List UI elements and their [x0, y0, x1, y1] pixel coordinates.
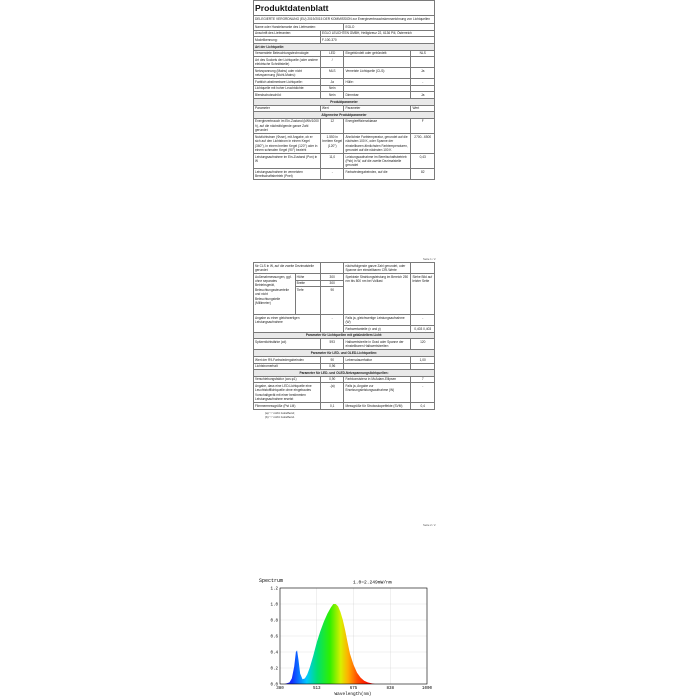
mains-label: Netzspannung (Mains) oder nicht netzspannung (Nicht-Mains):: [254, 68, 321, 79]
stroboscopic-label: Messgröße für Stroboskopeffekte (SVM): [344, 403, 411, 410]
cri-label: Farbwiedergabeindex, auf die: [344, 169, 411, 180]
equivalent-value: -: [320, 315, 344, 333]
spectral-label: Spektrale Strahlungsleistung im Bereich 250 nm bis 800 nm bei Volllast: [344, 274, 411, 315]
colour-tunable-label: Farblich abstimmbare Lichtquelle:: [254, 79, 321, 86]
glare-label: Lichtquelle mit hoher Leuchtdichte:: [254, 85, 321, 92]
envelope-label: Hülle:: [344, 79, 411, 86]
chart-annotation: 1.0=2.249mW/nm: [353, 580, 392, 586]
chromaticity-label: Farbwertanteile (x und y): [344, 326, 411, 333]
pon-label: Leistungsaufnahme im Ein-Zustand (Pon) in W: [254, 153, 321, 168]
y-tick-label: 0.2: [270, 667, 278, 672]
width-value: 300: [320, 280, 344, 287]
regulation-intro: DELEGIERTE VERORDNUNG (EU) 2019/2015 DER KOMMISSION zur Energieverbrauchskennzeichnung von Lichtquellen: [254, 16, 435, 24]
psb-value: 0,43: [411, 153, 435, 168]
x-tick-label: 675: [349, 687, 358, 691]
section-light-source: Art der Lichtquelle:: [254, 43, 435, 50]
y-tick-label: 0.6: [270, 635, 278, 640]
y-tick-label: 0.8: [270, 619, 278, 624]
pnet-value: -: [320, 169, 344, 180]
displacement-factor-label: Verschiebungsfaktor (cos φ1): [254, 376, 321, 383]
footnote-a: (a) "-" nicht zutreffend;: [265, 410, 295, 415]
col-header-value: Wert: [320, 105, 344, 112]
chromaticity-value: 0,403 0,403: [411, 326, 435, 333]
datasheet-table-2: [253, 262, 435, 410]
col-header-value-2: Wert: [411, 105, 435, 112]
col-header-param: Parameter: [254, 105, 321, 112]
depth-label: Tiefe: [295, 287, 320, 315]
replacement-claim-value: -(a): [320, 383, 344, 403]
page-number-2: Seite 2 / 2: [423, 523, 436, 527]
dimmable-label: Dimmbar:: [344, 92, 411, 99]
height-label: Höhe: [295, 274, 320, 281]
chart-title: Spectrum: [259, 578, 284, 584]
flux-label: Nutzlichtstrom (Φuse), mit Angabe, ob er sich auf den Lichtstrom in einem Kegel (360°), in einem breiten Kegel (120°) oder in einem schmalen Kegel (90°) bezieht: [254, 134, 321, 154]
energy-label: Energieverbrauch im Ein-Zustand (kWh/1000 h), auf die nächstfolgende ganze Zahl gerundet: [255, 119, 319, 133]
section-led: Parameter für LED- und OLED-Lichtquellen:: [254, 350, 435, 357]
replacement-power-label: Falls ja, Angabe zur Ersetzungsleistungsaufnahme (W): [344, 383, 411, 403]
focused-value: NLS: [411, 50, 435, 57]
cct-value: 2700...6500: [411, 134, 435, 154]
address-label: Anschrift des Lieferanten:: [254, 30, 321, 37]
peak-intensity-label: Spitzenlichtstärke (cd): [254, 339, 321, 350]
tech-label: Verwendete Beleuchtungstechnologie:: [254, 50, 321, 57]
tech-value: LED: [320, 50, 344, 57]
supplier-value: EGLO: [344, 24, 435, 31]
x-tick-label: 513: [312, 687, 321, 691]
datasheet-page-1: [253, 0, 435, 258]
displacement-factor-value: 0,90: [320, 376, 344, 383]
col-header-param-2: Parameter: [344, 105, 411, 112]
pon-value: 11,0: [320, 153, 344, 168]
cri-value: 82: [411, 169, 435, 180]
mains-value: MLS: [320, 68, 344, 79]
flicker-label: Flimmermessgröße (Pst LM): [254, 403, 321, 410]
replacement-claim-label: Angabe, dass eine LED-Lichtquelle eine Leuchtstofflichtquelle ohne eingebautes Vorschaltgerät mit einer bestimmten Leistungsaufnahme ersetzt: [254, 383, 321, 403]
x-axis-label: Wavelength(nm): [334, 692, 372, 696]
glare-value: Nein: [320, 85, 344, 92]
depth-value: 90: [320, 287, 344, 315]
datasheet-table-1: [253, 0, 435, 180]
shield-label: Blendschutzschild:: [254, 92, 321, 99]
equivalent-power-value: -: [411, 315, 435, 326]
x-tick-label: 380: [276, 687, 284, 691]
section-product-params: Produktparameter: [254, 98, 435, 105]
y-tick-label: 0.0: [270, 683, 278, 688]
pnet-continued: für CLS in W, auf die zweite Dezimalstelle gerundet: [254, 263, 321, 274]
lumen-maintenance-value: 0,96: [320, 363, 344, 370]
beam-angle-label: Halbwertsbreite in Grad oder Spanne der einstellbaren Halbwertsbreiten: [344, 339, 411, 350]
model-value: F-100-370: [320, 37, 434, 44]
survival-label: Lebensdauerfaktor: [344, 356, 411, 363]
x-tick-label: 1000: [421, 687, 433, 691]
class-value: F: [411, 118, 435, 133]
height-value: 300: [320, 274, 344, 281]
x-tick-label: 838: [386, 687, 395, 691]
survival-value: 1,00: [411, 356, 435, 363]
r9-value: 90: [320, 356, 344, 363]
peak-intensity-value: 593: [320, 339, 344, 350]
lumen-maintenance-label: Lichtstromerhalt: [254, 363, 321, 370]
dimmable-value: Ja: [411, 92, 435, 99]
cri-continued: nächstfolgende ganze Zahl gerundet, oder Spanne der einstellbaren CRI-Werte: [344, 263, 411, 274]
class-label: Energieeffizienzklasse: [344, 118, 411, 133]
r9-label: Wert der R9-Farbwiedergabeindex: [254, 356, 321, 363]
chart-series: [280, 604, 375, 684]
spectrum-chart: [258, 576, 438, 696]
equivalent-label: Angabe zu einer gleichwertigen Leistungsaufnahme: [254, 315, 321, 333]
colour-consistency-label: Farbkonsistenz in McAdam-Ellipsen: [344, 376, 411, 383]
y-tick-label: 1.0: [270, 603, 278, 608]
flux-value: 1.550 in breitem Kegel (120°): [320, 134, 344, 154]
model-label: Modellkennung:: [254, 37, 321, 44]
colour-consistency-value: 7: [411, 376, 435, 383]
address-value: EGLO LEUCHTEN GMBH, Heiligkreuz 22, 6136 Pill, Österreich: [320, 30, 434, 37]
spectrum-area: [280, 604, 375, 684]
spectral-value: Siehe Bild auf letzter Seite: [411, 274, 435, 315]
focused-label: Eingebündelt oder gebündelt:: [344, 50, 411, 57]
energy-value: 12: [320, 118, 344, 133]
cap-label: Art des Sockels der Lichtquelle (oder andere elektrische Schnittstelle): [254, 57, 321, 68]
supplier-label: Name oder Handelsmarke des Lieferanten:: [254, 24, 344, 31]
datasheet-page-2: [253, 262, 435, 530]
page-number-1: Seite 1 / 2: [423, 257, 436, 261]
footnote-b: (b) "-" nicht zutreffend.: [265, 415, 295, 420]
document-title: Produktdatenblatt: [254, 1, 435, 16]
cap-value: /: [320, 57, 344, 68]
shield-value: Nein: [320, 92, 344, 99]
stroboscopic-value: 0,4: [411, 403, 435, 410]
section-led-mains: Parameter für LED- und OLED-Netzspannungslichtquellen:: [254, 370, 435, 377]
connected-label: Vernetzte Lichtquelle (CLS):: [344, 68, 411, 79]
colour-tunable-value: Ja: [320, 79, 344, 86]
equivalent-power-label: Falls ja, gleichwertige Leistungsaufnahme (W): [344, 315, 411, 326]
envelope-value: -: [411, 79, 435, 86]
section-directional: Parameter für Lichtquellen mit gebündeltem Licht:: [254, 332, 435, 339]
section-general-params: Allgemeine Produktparameter: [254, 112, 435, 119]
y-tick-label: 1.2: [270, 587, 278, 592]
beam-angle-value: 120: [411, 339, 435, 350]
y-tick-label: 0.4: [270, 651, 278, 656]
connected-value: Ja: [411, 68, 435, 79]
dimensions-label: Außenabmessungen, ggf. ohne separates Betriebsgerät, Beleuchtungssteuerteile und nicht Beleuchtungsteile (Millimeter): [254, 274, 296, 315]
flicker-value: 0,1: [320, 403, 344, 410]
cct-label: Ähnlichste Farbtemperatur, gerundet auf die nächsten 100 K, oder Spanne der einstellbaren ähnlichsten Farbtemperaturen, gerundet auf die nächsten 100 K: [344, 134, 411, 154]
width-label: Breite: [295, 280, 320, 287]
replacement-power-value: -: [411, 383, 435, 403]
pnet-label: Leistungsaufnahme im vernetzten Bereitschaftsbetrieb (Pnet): [254, 169, 321, 180]
psb-label: Leistungsaufnahme im Bereitschaftsbetrieb (Psb) in W, auf die zweite Dezimalstelle gerundet: [344, 153, 411, 168]
